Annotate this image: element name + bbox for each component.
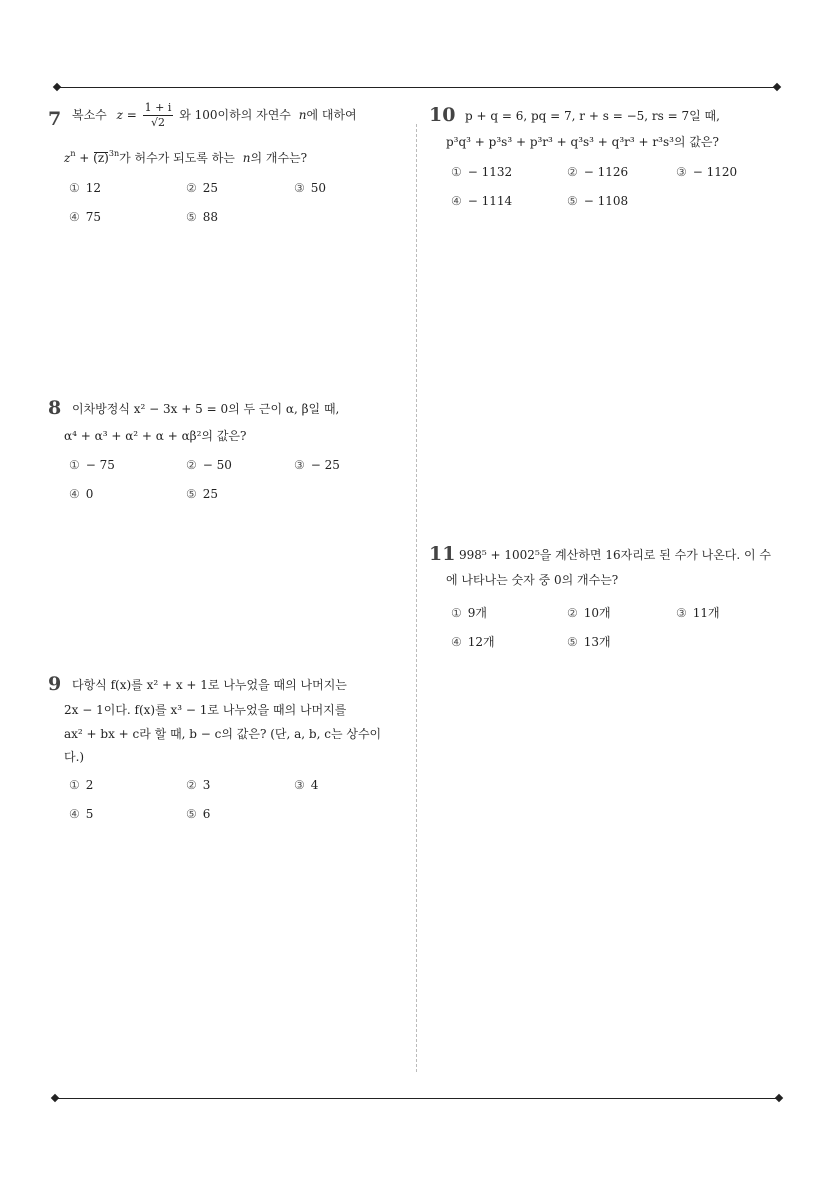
q7-z-lhs: z = — [116, 108, 137, 122]
q11-option-5[interactable] — [567, 633, 611, 650]
q7-option-3[interactable] — [294, 181, 326, 195]
q7-intro: 복소수 — [72, 108, 107, 122]
q10-option-1[interactable] — [451, 165, 512, 179]
option-value: 3 — [202, 778, 211, 792]
option-mark: ② — [186, 181, 197, 195]
q7-conjugate: (z) — [93, 151, 109, 165]
q7-option-5[interactable] — [186, 210, 218, 224]
question-number: 9 — [48, 673, 62, 695]
option-value: 2 — [85, 778, 94, 792]
bottom-rule — [55, 1098, 779, 1099]
q7-expr-z: z — [64, 151, 71, 165]
option-value: 4 — [310, 778, 319, 792]
q9-option-1[interactable] — [69, 778, 93, 792]
q7-fraction-denominator: √2 — [151, 116, 166, 129]
q7-option-2[interactable] — [186, 181, 218, 195]
q9-option-5[interactable] — [186, 807, 210, 821]
q8-option-2[interactable] — [186, 458, 232, 472]
option-value: − 75 — [85, 458, 115, 472]
option-mark: ③ — [676, 606, 687, 620]
option-value: 75 — [85, 210, 102, 224]
option-value: 12개 — [467, 635, 495, 649]
q10-option-5[interactable] — [567, 194, 628, 208]
q7-line2-end: 의 개수는? — [250, 151, 308, 165]
q11-option-3[interactable] — [676, 604, 720, 621]
q7-plus: + — [75, 151, 94, 165]
option-mark: ④ — [69, 210, 80, 224]
option-mark: ⑤ — [186, 210, 197, 224]
question-9-line-2: 2x − 1이다. f(x)를 x³ − 1로 나누었을 때의 나머지를 — [64, 703, 347, 717]
question-11-line-1: 998⁵ + 1002⁵을 계산하면 16자리로 된 수가 나온다. 이 수 — [459, 548, 772, 562]
option-mark: ③ — [294, 181, 305, 195]
option-value: 50 — [310, 181, 327, 195]
q10-option-2[interactable] — [567, 165, 628, 179]
q9-option-3[interactable] — [294, 778, 318, 792]
q7-line2-n: n — [242, 151, 251, 165]
q8-option-1[interactable] — [69, 458, 115, 472]
question-7-line-1 — [72, 101, 357, 130]
question-8-line-1: 이차방정식 x² − 3x + 5 = 0의 두 근이 α, β일 때, — [72, 402, 340, 416]
question-10-line-1: p + q = 6, pq = 7, r + s = −5, rs = 7일 때, — [465, 109, 720, 123]
question-9-line-4: 다.) — [64, 750, 85, 764]
option-mark: ② — [567, 606, 578, 620]
option-mark: ① — [451, 165, 462, 179]
option-mark: ② — [186, 458, 197, 472]
q7-option-4[interactable] — [69, 210, 101, 224]
option-mark: ④ — [69, 487, 80, 501]
option-value: − 25 — [310, 458, 340, 472]
bottom-rule-right-diamond — [775, 1094, 783, 1102]
option-value: − 1132 — [467, 165, 513, 179]
option-mark: ① — [69, 181, 80, 195]
q7-end-text: 에 대하여 — [306, 108, 357, 122]
question-8-line-2: α⁴ + α³ + α² + α + αβ²의 값은? — [64, 429, 247, 443]
q11-option-1[interactable] — [451, 604, 487, 621]
q10-option-3[interactable] — [676, 165, 737, 179]
q7-line2-text: 가 허수가 되도록 하는 — [119, 151, 235, 165]
q8-option-5[interactable] — [186, 487, 218, 501]
option-mark: ④ — [451, 194, 462, 208]
q11-option-4[interactable] — [451, 633, 495, 650]
question-number: 11 — [429, 543, 456, 565]
option-value: − 50 — [202, 458, 232, 472]
q11-option-2[interactable] — [567, 604, 611, 621]
question-9-line-3: ax² + bx + c라 할 때, b − c의 값은? (단, a, b, c는 상수이 — [64, 727, 382, 741]
option-value: 13개 — [583, 635, 611, 649]
question-10-line-2: p³q³ + p³s³ + p³r³ + q³s³ + q³r³ + r³s³의 값은? — [446, 135, 719, 149]
q7-option-1[interactable] — [69, 181, 101, 195]
top-rule-left-diamond — [53, 83, 61, 91]
option-mark: ① — [69, 458, 80, 472]
option-value: 88 — [202, 210, 219, 224]
option-mark: ④ — [451, 635, 462, 649]
option-value: 10개 — [583, 606, 611, 620]
option-value: 25 — [202, 487, 219, 501]
question-7-line-2 — [64, 149, 307, 166]
option-mark: ⑤ — [567, 635, 578, 649]
option-mark: ① — [451, 606, 462, 620]
q7-fraction-numerator: 1 + i — [144, 101, 172, 114]
option-value: 12 — [85, 181, 102, 195]
option-value: − 1126 — [583, 165, 629, 179]
bottom-rule-left-diamond — [51, 1094, 59, 1102]
top-rule — [57, 87, 777, 88]
q8-option-4[interactable] — [69, 487, 93, 501]
option-mark: ② — [567, 165, 578, 179]
option-value: 0 — [85, 487, 94, 501]
option-mark: ④ — [69, 807, 80, 821]
option-mark: ③ — [294, 778, 305, 792]
option-value: − 1114 — [467, 194, 513, 208]
q7-exp-3n: 3n — [108, 149, 120, 158]
question-11-line-2: 에 나타나는 숫자 중 0의 개수는? — [446, 573, 619, 587]
option-mark: ⑤ — [186, 487, 197, 501]
column-divider — [416, 124, 417, 1072]
top-rule-right-diamond — [773, 83, 781, 91]
q7-exp-n: n — [70, 149, 76, 158]
q7-mid-text: 와 100이하의 자연수 — [179, 108, 291, 122]
question-number: 8 — [48, 397, 62, 419]
option-value: − 1108 — [583, 194, 629, 208]
question-9-line-1: 다항식 f(x)를 x² + x + 1로 나누었을 때의 나머지는 — [72, 678, 347, 692]
question-number: 10 — [429, 104, 456, 126]
q9-option-4[interactable] — [69, 807, 93, 821]
q10-option-4[interactable] — [451, 194, 512, 208]
option-value: 25 — [202, 181, 219, 195]
q8-option-3[interactable] — [294, 458, 340, 472]
option-mark: ② — [186, 778, 197, 792]
option-value: 9개 — [467, 606, 487, 620]
option-value: 5 — [85, 807, 94, 821]
option-mark: ⑤ — [567, 194, 578, 208]
q7-var-n: n — [298, 108, 307, 122]
option-mark: ⑤ — [186, 807, 197, 821]
option-value: − 1120 — [692, 165, 738, 179]
question-number: 7 — [48, 108, 62, 130]
q9-option-2[interactable] — [186, 778, 210, 792]
option-value: 6 — [202, 807, 211, 821]
option-mark: ① — [69, 778, 80, 792]
option-mark: ③ — [676, 165, 687, 179]
option-mark: ③ — [294, 458, 305, 472]
option-value: 11개 — [692, 606, 720, 620]
q7-fraction — [143, 101, 174, 130]
